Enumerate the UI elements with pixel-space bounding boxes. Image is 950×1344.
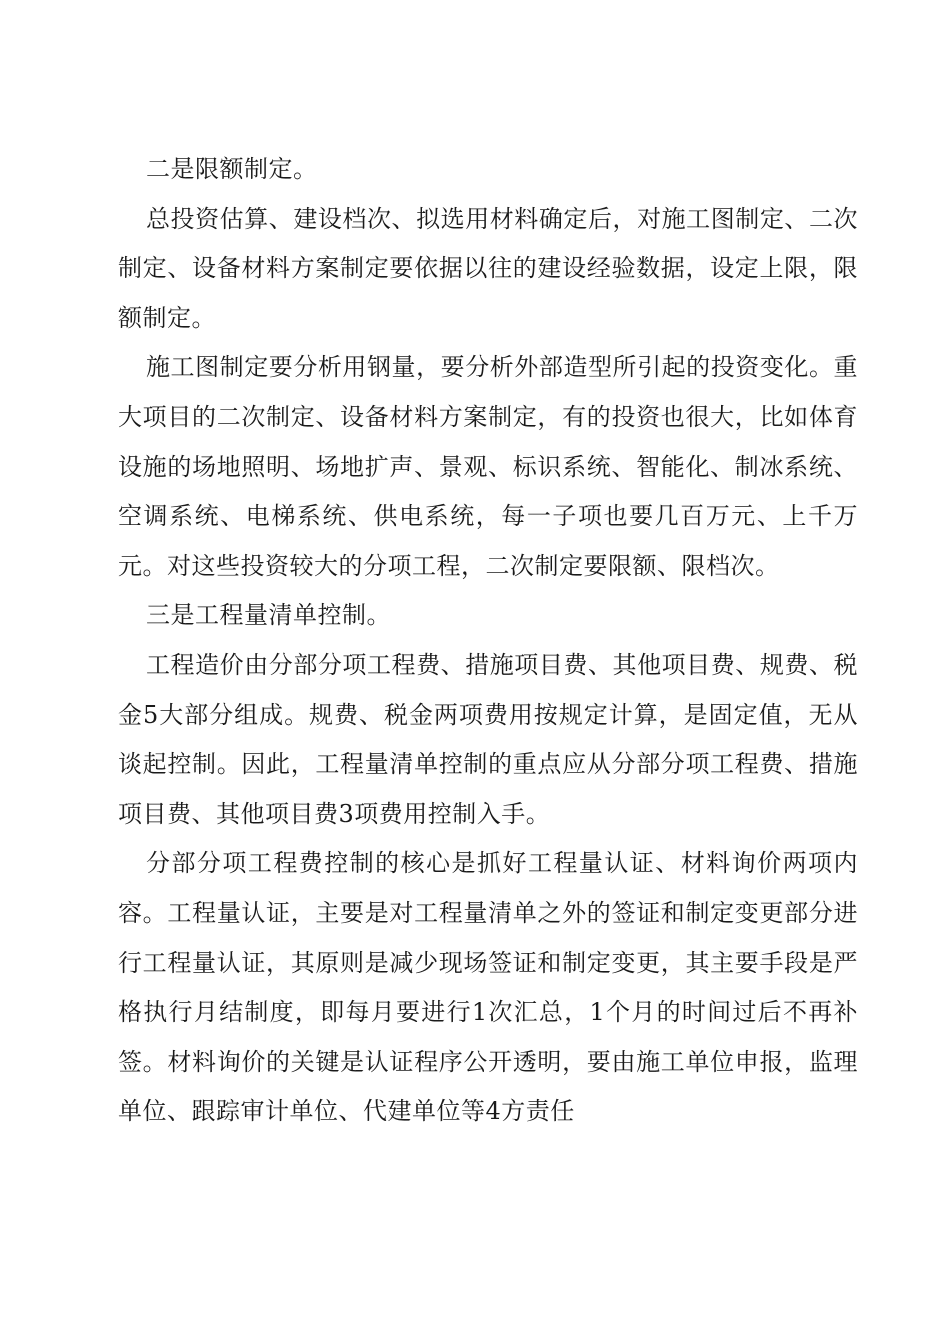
paragraph-heading-3: 三是工程量清单控制。 bbox=[146, 601, 391, 630]
document-body bbox=[118, 145, 858, 1137]
paragraph-heading-2: 二是限额制定。 bbox=[146, 155, 318, 183]
paragraph-cost-composition: 工程造价由分部分项工程费、措施项目费、其他项目费、规费、税金5大部分组成。规费、税金两项费用按规定计算，是固定值，无从谈起控制。因此，工程量清单控制的重点应从分部分项工程费、措施项目费、其他项目费3项费用控制入手。 bbox=[118, 650, 858, 828]
paragraph-budget: 总投资估算、建设档次、拟选用材料确定后，对施工图制定、二次制定、设备材料方案制定要依据以往的建设经验数据，设定上限，限额制定。 bbox=[118, 204, 858, 332]
paragraph-design: 施工图制定要分析用钢量，要分析外部造型所引起的投资变化。重大项目的二次制定、设备材料方案制定，有的投资也很大，比如体育设施的场地照明、场地扩声、景观、标识系统、智能化、制冰系统、空调系统、电梯系统、供电系统，每一子项也要几百万元、上千万元。对这些投资较大的分项工程，二次制定要限额、限档次。 bbox=[118, 353, 858, 580]
paragraph-cost-control: 分部分项工程费控制的核心是抓好工程量认证、材料询价两项内容。工程量认证，主要是对工程量清单之外的签证和制定变更部分进行工程量认证，其原则是减少现场签证和制定变更，其主要手段是严格执行月结制度，即每月要进行1次汇总，1个月的时间过后不再补签。材料询价的关键是认证程序公开透明，要由施工单位申报，监理单位、跟踪审计单位、代建单位等4方责任 bbox=[118, 849, 858, 1126]
